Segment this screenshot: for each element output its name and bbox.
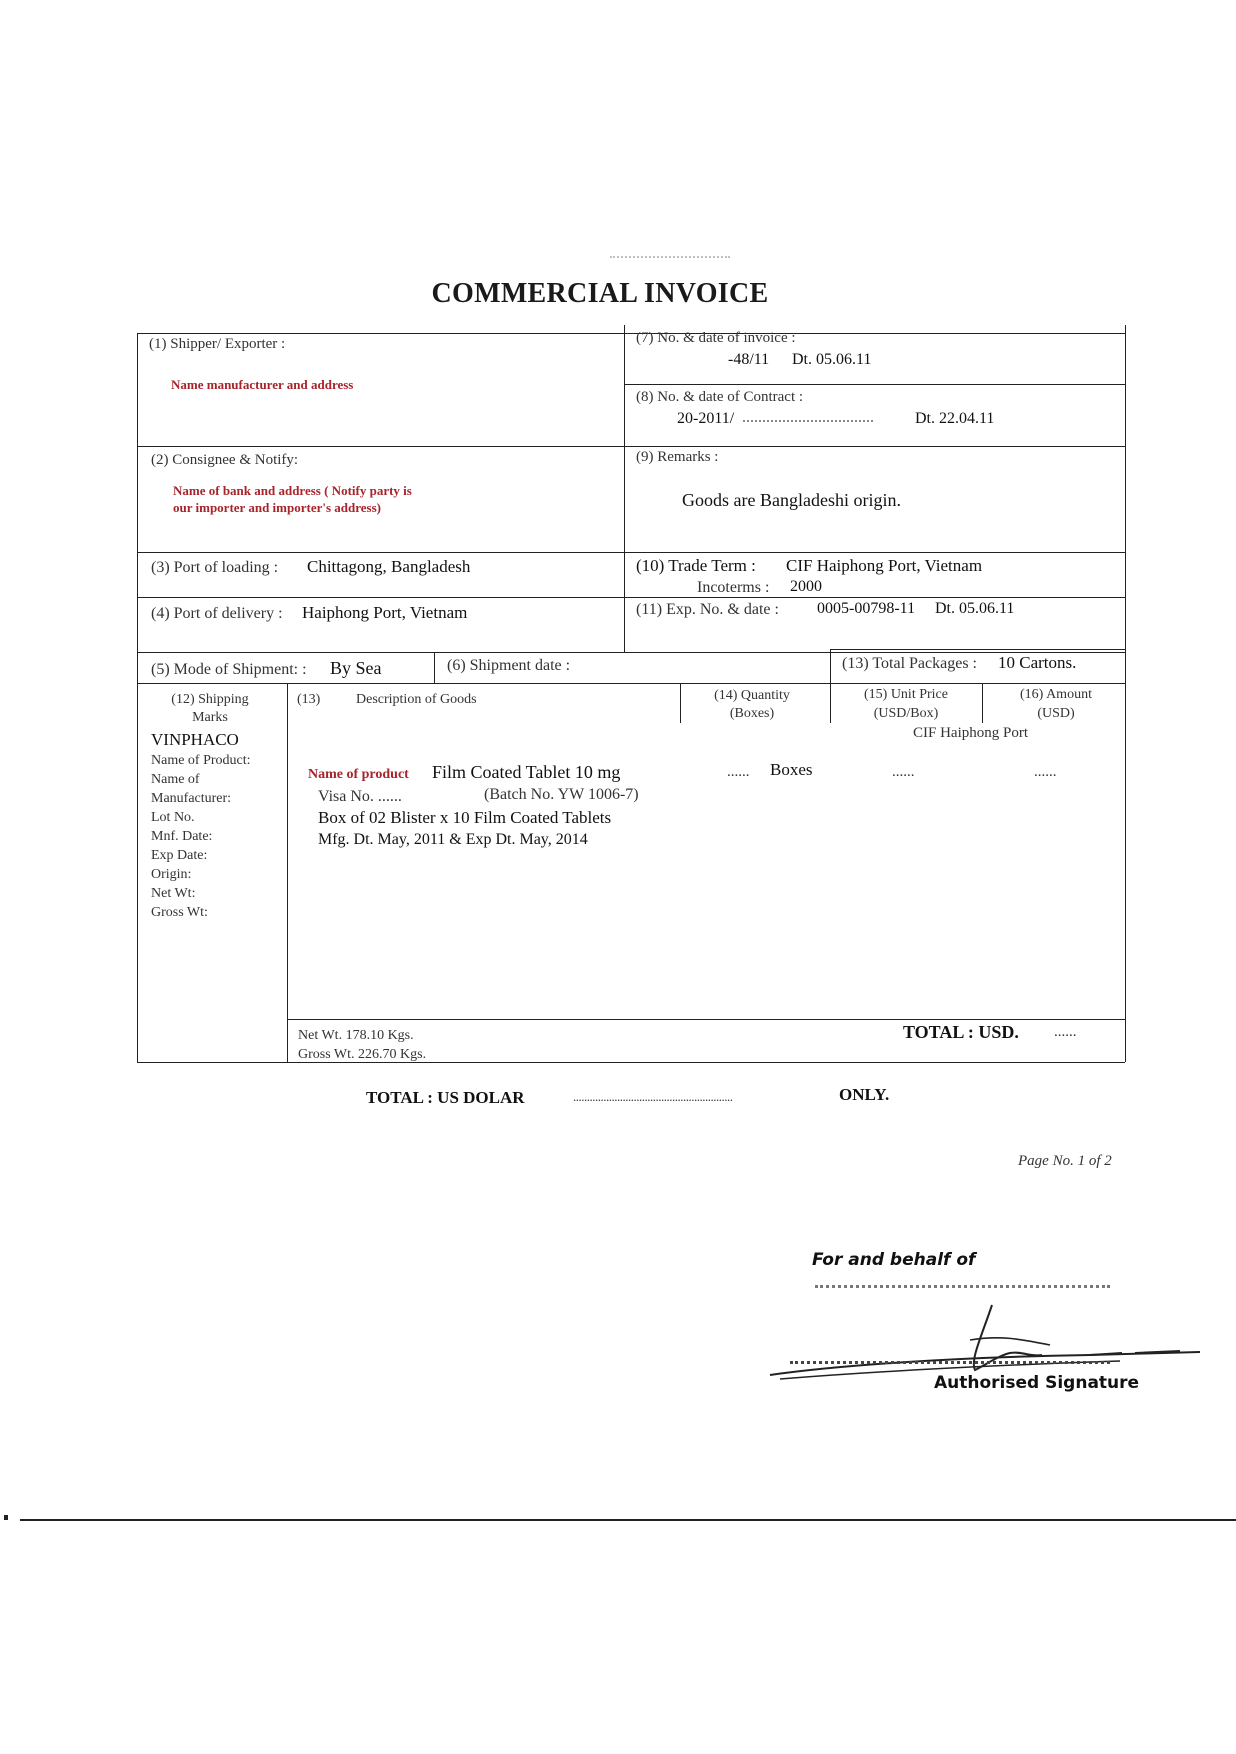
total-packages-label: (13) Total Packages : <box>842 655 977 672</box>
shipper-placeholder: Name manufacturer and address <box>171 377 354 392</box>
page-title: COMMERCIAL INVOICE <box>431 278 769 309</box>
goods-pack: Box of 02 Blister x 10 Film Coated Tablets <box>318 808 612 827</box>
contract-label: (8) No. & date of Contract : <box>636 389 804 405</box>
export-no-date: Dt. 05.06.11 <box>935 600 1015 617</box>
weights: Net Wt. 178.10 Kgs. Gross Wt. 226.70 Kgs. <box>298 1028 427 1062</box>
mode-label: (5) Mode of Shipment: : <box>151 661 307 678</box>
authorised-signature-label: Authorised Signature <box>934 1373 1140 1393</box>
invoice-label: (7) No. & date of invoice : <box>636 330 796 346</box>
trade-term-label: (10) Trade Term : <box>636 556 756 575</box>
port-delivery-value: Haiphong Port, Vietnam <box>302 603 468 622</box>
goods-name-placeholder: Name of product <box>308 767 409 782</box>
export-no-value: 0005-00798-11 <box>817 600 916 617</box>
incoterms-value: 2000 <box>790 578 822 595</box>
remarks-value: Goods are Bangladeshi origin. <box>682 490 901 510</box>
shipment-date-label: (6) Shipment date : <box>447 657 571 674</box>
goods-product: Film Coated Tablet 10 mg <box>432 762 621 782</box>
shipper-label: (1) Shipper/ Exporter : <box>149 336 286 352</box>
cif-label: CIF Haiphong Port <box>913 725 1029 741</box>
col-amount: (16) Amount (USD) <box>1020 687 1092 721</box>
goods-unit: Boxes <box>770 760 813 779</box>
total-usd-label: TOTAL : USD. <box>903 1022 1019 1042</box>
total-words-label: TOTAL : US DOLAR <box>366 1088 525 1107</box>
page-number: Page No. 1 of 2 <box>1018 1153 1112 1169</box>
signature-line <box>790 1361 1110 1364</box>
company-name-obscured <box>815 1285 1110 1288</box>
marks-brand: VINPHACO <box>151 730 239 749</box>
total-words-suffix: ONLY. <box>839 1085 890 1104</box>
goods-amount: ...... <box>1034 764 1057 780</box>
total-packages-value: 10 Cartons. <box>998 653 1077 672</box>
contract-number: 20-2011/ <box>677 410 735 427</box>
goods-visa: Visa No. ...... <box>318 788 402 805</box>
mode-value: By Sea <box>330 658 382 678</box>
col-quantity: (14) Quantity (Boxes) <box>714 688 790 721</box>
port-delivery-label: (4) Port of delivery : <box>151 605 283 622</box>
consignee-placeholder: Name of bank and address ( Notify party is our importer and importer's address) <box>173 483 412 515</box>
margin-mark <box>4 1515 8 1520</box>
export-no-label: (11) Exp. No. & date : <box>636 601 779 618</box>
col-description-no: (13) <box>297 692 321 707</box>
incoterms-label: Incoterms : <box>697 579 770 596</box>
total-words-dots: .......................................................... <box>573 1089 733 1104</box>
for-behalf-label: For and behalf of <box>812 1250 976 1270</box>
col-description: Description of Goods <box>356 692 477 707</box>
marks-fields: Name of Product: Name of Manufacturer: Lot No. Mnf. Date: Exp Date: Origin: Net Wt: Gross Wt: <box>151 753 251 920</box>
obscured-header-text <box>610 246 730 258</box>
col-shipping-marks: (12) Shipping Marks <box>171 692 249 725</box>
port-loading-value: Chittagong, Bangladesh <box>307 557 471 576</box>
contract-date: Dt. 22.04.11 <box>915 410 995 427</box>
goods-qty: ...... <box>727 764 750 780</box>
goods-price: ...... <box>892 764 915 780</box>
goods-dates: Mfg. Dt. May, 2011 & Exp Dt. May, 2014 <box>318 831 588 848</box>
invoice-number: -48/11 <box>728 351 770 368</box>
col-unit-price: (15) Unit Price (USD/Box) <box>864 687 948 721</box>
port-loading-label: (3) Port of loading : <box>151 559 279 576</box>
goods-batch: (Batch No. YW 1006-7) <box>484 786 639 803</box>
trade-term-value: CIF Haiphong Port, Vietnam <box>786 556 983 575</box>
total-usd-value: ...... <box>1054 1024 1077 1040</box>
consignee-label: (2) Consignee & Notify: <box>151 452 299 468</box>
remarks-label: (9) Remarks : <box>636 449 719 465</box>
invoice-date: Dt. 05.06.11 <box>792 351 872 368</box>
footer-rule <box>20 1519 1236 1521</box>
contract-obscured <box>743 420 873 422</box>
